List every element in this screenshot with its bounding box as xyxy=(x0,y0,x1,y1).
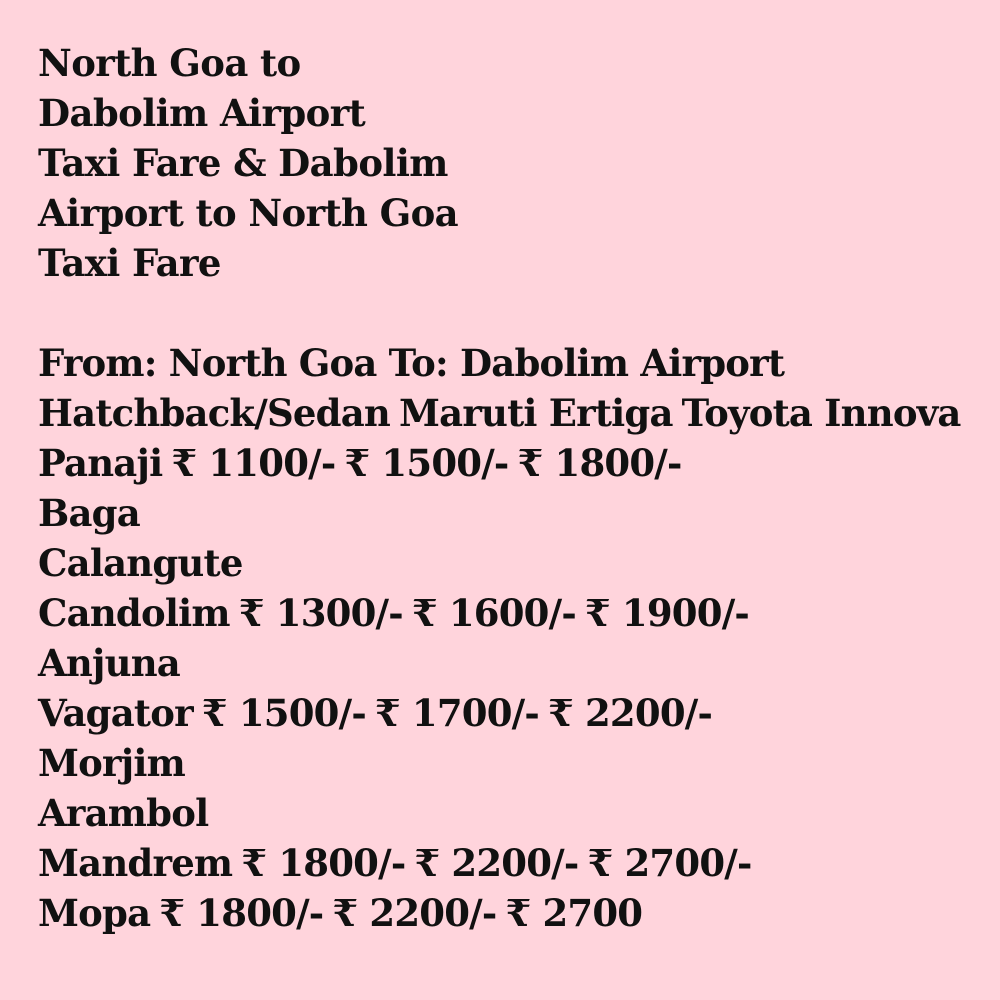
page-title xyxy=(38,38,988,288)
fare-row-baga xyxy=(38,488,988,538)
fare-innova: ₹ 2200/- xyxy=(547,691,713,735)
fare-hatchback: ₹ 1800/- xyxy=(159,891,324,935)
fare-row-mopa xyxy=(38,888,988,938)
fare-row-anjuna xyxy=(38,638,988,688)
fare-row-mandrem xyxy=(38,838,988,888)
place-name: Morjim xyxy=(38,741,185,785)
fare-hatchback: ₹ 1300/- xyxy=(238,591,403,635)
fare-innova: ₹ 2700/- xyxy=(587,841,752,885)
fare-table xyxy=(38,438,988,938)
fare-row-arambol xyxy=(38,788,988,838)
fare-hatchback: ₹ 1500/- xyxy=(201,691,366,735)
fare-row-morjim xyxy=(38,738,988,788)
column-headers xyxy=(38,388,988,438)
fare-document xyxy=(38,38,988,938)
place-name: Anjuna xyxy=(38,641,180,685)
column-header-hatchback-sedan: Hatchback/Sedan xyxy=(38,391,390,435)
fare-ertiga: ₹ 1500/- xyxy=(344,441,509,485)
title-line-2: Dabolim Airport xyxy=(38,91,366,135)
title-line-4: Airport to North Goa xyxy=(38,191,459,235)
place-name: Mopa xyxy=(38,891,151,935)
column-header-maruti-ertiga: Maruti Ertiga xyxy=(398,391,673,435)
spacer xyxy=(38,288,988,338)
fare-innova: ₹ 1900/- xyxy=(584,591,749,635)
place-name: Panaji xyxy=(38,441,163,485)
fare-ertiga: ₹ 1600/- xyxy=(411,591,576,635)
title-line-1: North Goa to xyxy=(38,41,301,85)
fare-ertiga: ₹ 1700/- xyxy=(374,691,539,735)
route-line: From: North Goa To: Dabolim Airport xyxy=(38,341,785,385)
fare-hatchback: ₹ 1100/- xyxy=(171,441,336,485)
place-name: Baga xyxy=(38,491,140,535)
fare-ertiga: ₹ 2200/- xyxy=(332,891,497,935)
fare-row-panaji xyxy=(38,438,988,488)
fare-innova: ₹ 1800/- xyxy=(517,441,682,485)
title-line-5: Taxi Fare xyxy=(38,241,221,285)
place-name: Vagator xyxy=(38,691,193,735)
fare-row-candolim xyxy=(38,588,988,638)
fare-hatchback: ₹ 1800/- xyxy=(241,841,406,885)
fare-row-vagator xyxy=(38,688,988,738)
title-line-3: Taxi Fare & Dabolim xyxy=(38,141,448,185)
place-name: Calangute xyxy=(38,541,243,585)
fare-row-calangute xyxy=(38,538,988,588)
column-header-toyota-innova: Toyota Innova xyxy=(681,391,961,435)
fare-innova: ₹ 2700 xyxy=(505,891,643,935)
place-name: Mandrem xyxy=(38,841,233,885)
fare-ertiga: ₹ 2200/- xyxy=(414,841,579,885)
place-name: Arambol xyxy=(38,791,209,835)
place-name: Candolim xyxy=(38,591,230,635)
